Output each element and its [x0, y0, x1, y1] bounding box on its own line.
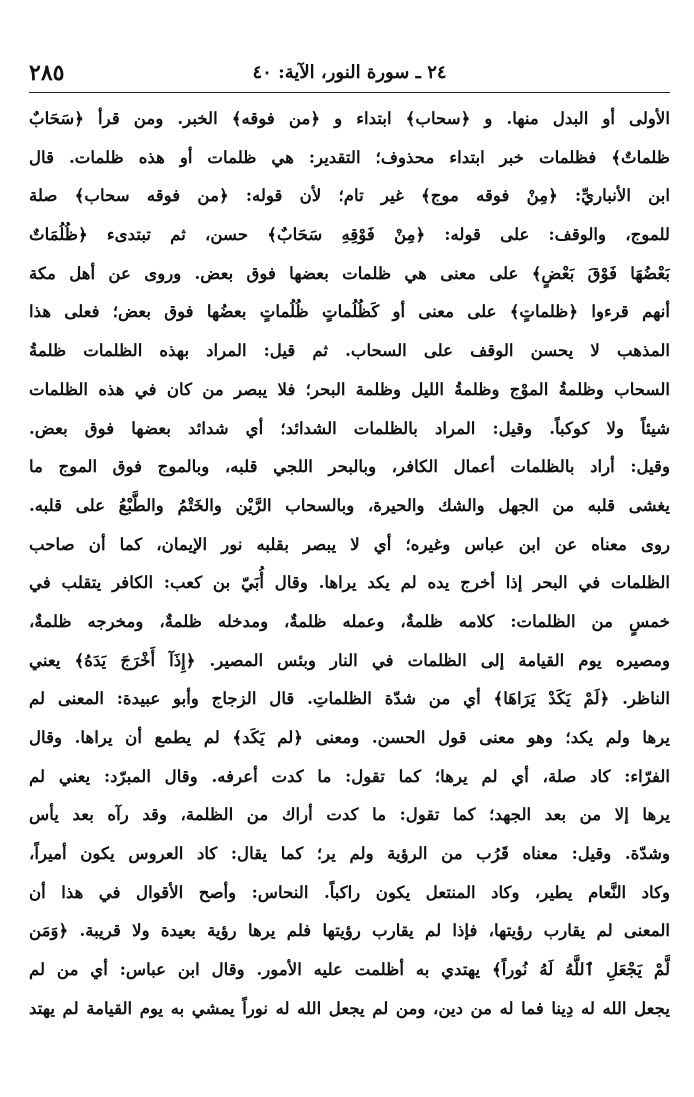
text-line: لَّمْ يَجْعَلِ ٱللَّهُ لَهُ نُوراً﴾ يهتدي به أظلمت عليه الأمور. وقال ابن عباس: أي من لم: [29, 959, 670, 980]
text-line: السحاب وظلمةُ الموْج وظلمةُ الليل وظلمة البحر؛ فلا يبصر من كان في هذه الظلمات: [29, 378, 670, 399]
text-line: الظلمات في البحر إذا أخرج يده لم يكد يراها. وقال أُبَيّ بن كعب: الكافر يتقلب في: [29, 572, 670, 593]
text-line: ومصيره يوم القيامة إلى الظلمات في النار وبئس المصير. ﴿إِذَآ أَخْرَجَ يَدَهُ﴾ يعني: [29, 649, 670, 670]
text-line: يرها إلا من بعد الجهد؛ كما تقول: ما كدت أراك من الظلمة، وقد رآه بعد يأس: [29, 804, 670, 825]
text-line: الناظر. ﴿لَمْ يَكَدْ يَرَاهَا﴾ أي من شدّة الظلماتِ. قال الزجاج وأبو عبيدة: المعنى لم: [29, 688, 670, 709]
text-line: المذهب لا يحسن الوقف على السحاب. ثم قيل: المراد بهذه الظلمات ظلمةُ: [29, 340, 670, 361]
running-title: ٢٤ ـ سورة النور، الآية: ٤٠: [252, 62, 447, 83]
header-rule: [29, 92, 670, 93]
text-line: وشدّة. وقيل: معناه قَرُب من الرؤية ولم ير؛ كما يقال: كاد العروس يكون أميراً،: [29, 843, 670, 864]
text-line: يرها ولم يكد؛ وهو معنى قول الحسن. ومعنى ﴿لم يَكَد﴾ لم يطمع أن يراها. وقال: [29, 727, 670, 747]
text-line: خمسٍ من الظلمات: كلامه ظلمةٌ، وعمله ظلمةٌ، ومدخله ظلمةٌ، ومخرجه ظلمةٌ،: [29, 610, 670, 631]
text-line: يغشى قلبه من الجهل والشك والحيرة، وبالسحاب الرَّيْن والخَتْمُ والطَّبْعُ على قلبه.: [29, 494, 670, 515]
text-line: للموج، والوقف: على قوله: ﴿مِنْ فَوْقِهِ سَحَابٌ﴾ حسن، ثم تبتدىء ﴿ظُلُمَاتٌ: [29, 224, 670, 245]
text-line: شيئاً ولا كوكباً. وقيل: المراد بالظلمات الشدائد؛ أي شدائد بعضها فوق بعض.: [29, 417, 670, 438]
page-number: ٢٨٥: [29, 60, 65, 86]
page-header: [29, 56, 670, 92]
text-line: بَعْضُهَا فَوْقَ بَعْضٍ﴾ على معنى هي ظلمات بعضها فوق بعض. وروى عن أهل مكة: [29, 262, 670, 283]
text-line: وقيل: أراد بالظلمات أعمال الكافر، وبالبحر اللجي قلبه، وبالموج فوق الموج ما: [29, 456, 670, 477]
text-line: المعنى لم يقارب رؤيتها، فإذا لم يقارب رؤيتها فلم يرها رؤية بعيدة ولا قريبة. ﴿وَمَن: [29, 920, 670, 941]
text-line: روى معناه عن ابن عباس وغيره؛ أي لا يبصر بقلبه نور الإيمان، كما أن صاحب: [29, 533, 670, 554]
text-line: ابن الأنباريِّ: ﴿مِنْ فوقه موج﴾ غير تام؛ لأن قوله: ﴿من فوقه سحاب﴾ صلة: [29, 185, 670, 206]
text-line: وكاد النَّعام يطير، وكاد المنتعل يكون راكباً. النحاس: وأصح الأقوال في هذا أن: [29, 881, 670, 902]
text-line: الأولى أو البدل منها. و ﴿سحاب﴾ ابتداء و ﴿من فوقه﴾ الخبر. ومن قرأ ﴿سَحَابٌ: [29, 108, 670, 128]
text-line: أنهم قرءوا ﴿ظلماتٍ﴾ على معنى أو كَظُلُماتٍ ظُلُماتٍ بعضُها فوق بعض؛ فعلى هذا: [29, 301, 670, 322]
document-page: [29, 56, 670, 1028]
body-text: [29, 99, 670, 1028]
text-line: الفرّاء: كاد صلة، أي لم يرها؛ كما تقول: ما كدت أعرفه. وقال المبرّد: يعني لم: [29, 765, 670, 786]
text-line: يجعل الله له دِينا فما له من دين، ومن لم يجعل الله له نوراً يمشي به يوم القيامة لم يهتد: [29, 997, 670, 1018]
text-line: ظلماتٌ﴾ فظلمات خبر ابتداء محذوف؛ التقدير: هي ظلمات أو هذه ظلمات. قال: [29, 146, 670, 167]
